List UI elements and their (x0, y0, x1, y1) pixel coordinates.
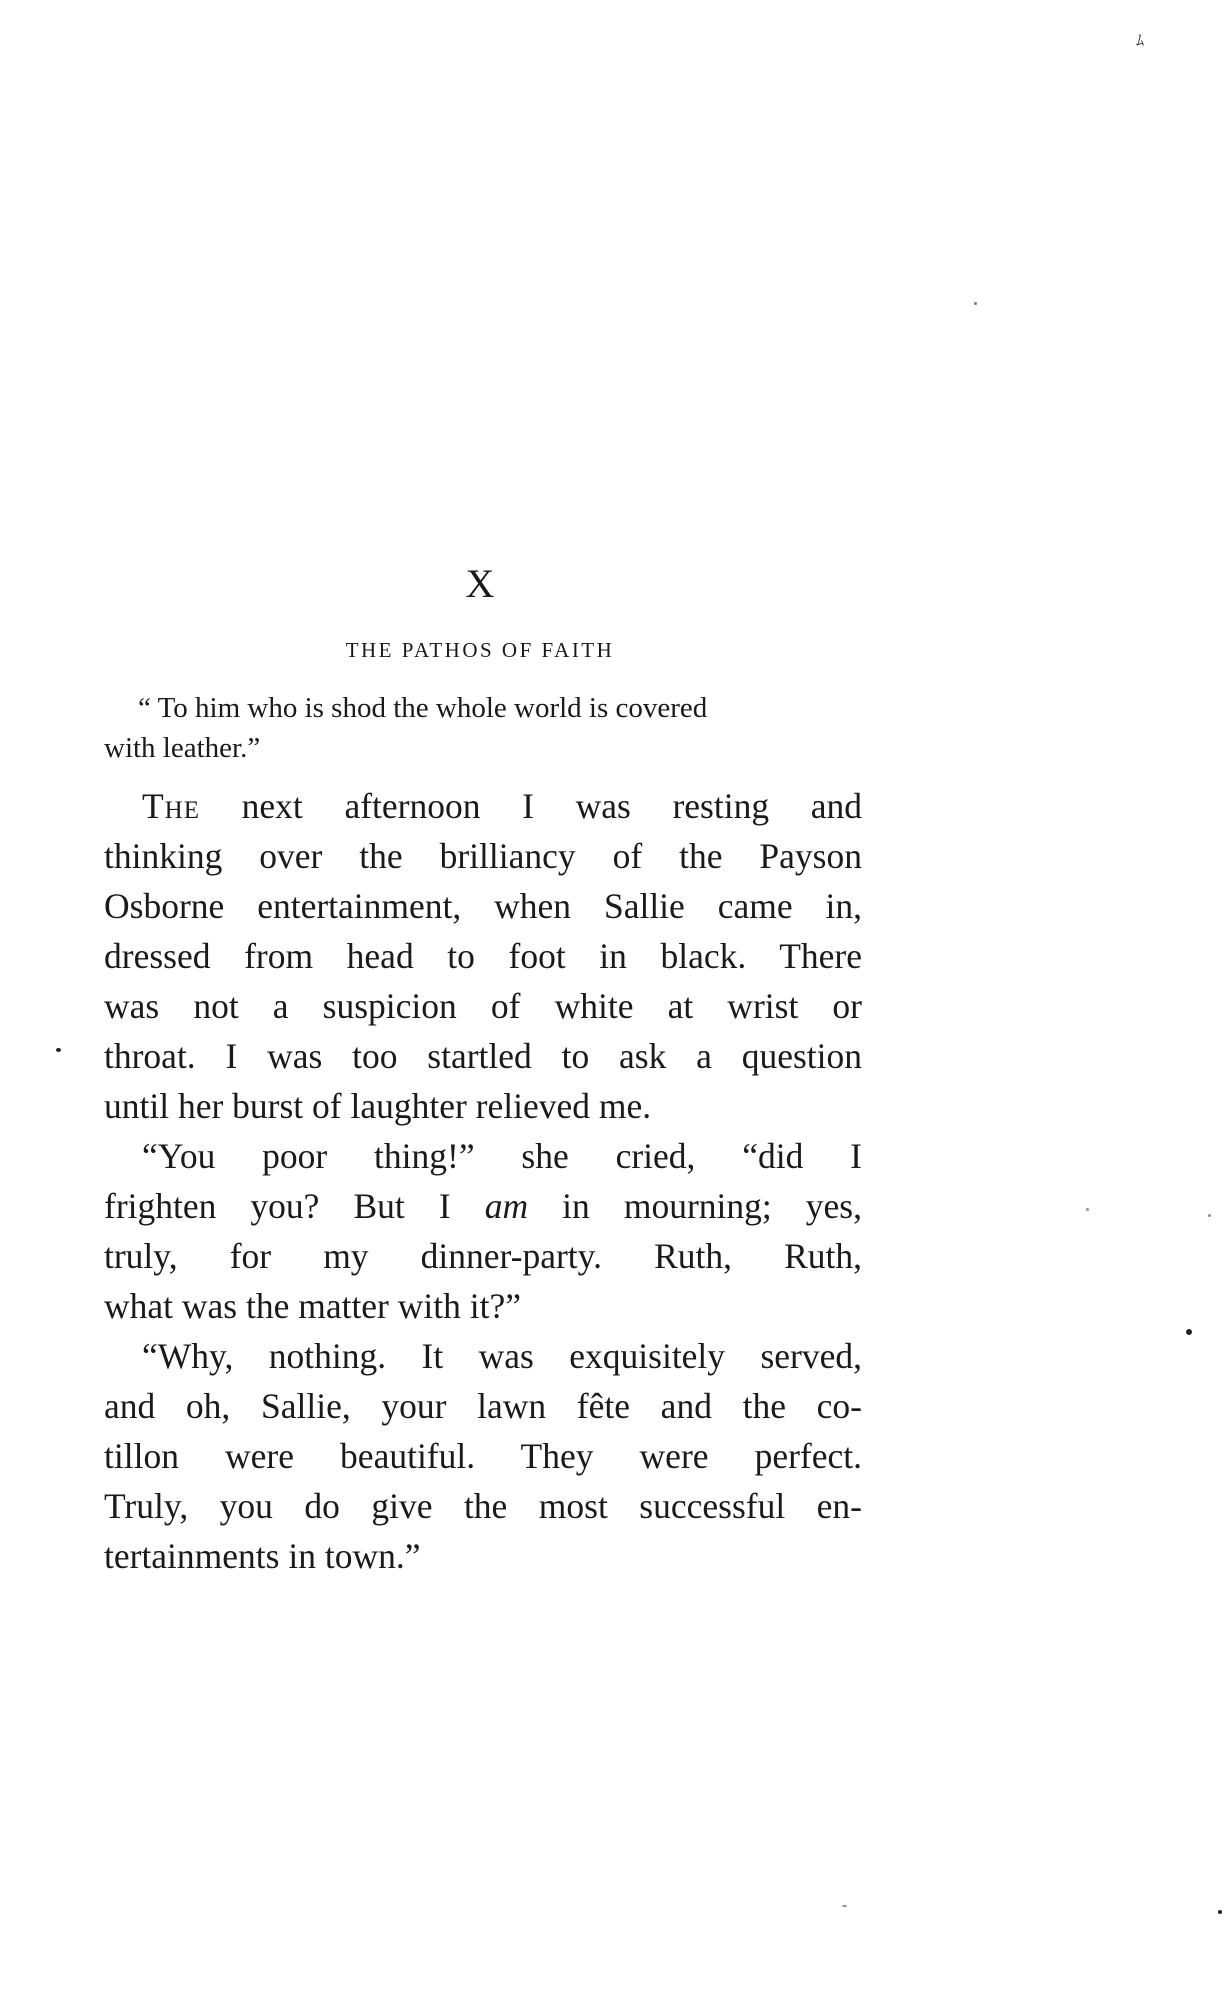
body-text (104, 781, 862, 1581)
paragraph-line: until her burst of laughter relieved me. (104, 1086, 652, 1126)
paragraph-line: truly, for my dinner-party. Ruth, Ruth, (104, 1236, 862, 1276)
scan-speck (1208, 1214, 1211, 1217)
line-text: frighten you? But I (104, 1186, 485, 1226)
paragraph-line (104, 1181, 862, 1231)
chapter-title: THE PATHOS OF FAITH (345, 638, 615, 662)
paragraph-line: Osborne entertainment, when Sallie came in, (104, 886, 862, 926)
corner-mark: ﾑ (1136, 33, 1145, 50)
paragraph-line: tillon were beautiful. They were perfect. (104, 1436, 862, 1476)
paragraph-line: and oh, Sallie, your lawn fête and the co- (104, 1386, 862, 1426)
paragraph-line: throat. I was too startled to ask a question (104, 1036, 862, 1076)
epigraph (104, 688, 864, 768)
scan-speck (1186, 1329, 1192, 1335)
epigraph-line: with leather.” (104, 732, 261, 764)
paragraph-line (104, 781, 862, 831)
paragraph-line: Truly, you do give the most successful en- (104, 1486, 862, 1526)
line-text: in mourning; yes, (528, 1186, 862, 1226)
chapter-number: X (465, 561, 495, 606)
scan-speck (1086, 1208, 1089, 1211)
scan-speck (842, 1905, 847, 1907)
paragraph-line: dressed from head to foot in black. There (104, 936, 862, 976)
scan-speck (56, 1048, 61, 1052)
paragraph-line: “You poor thing!” she cried, “did I (142, 1136, 862, 1176)
emphasis-text: am (484, 1186, 529, 1226)
paragraph-line: thinking over the brilliancy of the Payson (104, 836, 862, 876)
scan-speck (1218, 1910, 1222, 1914)
paragraph-line: was not a suspicion of white at wrist or (104, 986, 862, 1026)
scan-speck (974, 302, 977, 305)
paragraph-line: “Why, nothing. It was exquisitely served, (142, 1336, 862, 1376)
epigraph-line: “ To him who is shod the whole world is covered (138, 692, 708, 724)
drop-word: The (142, 786, 201, 826)
paragraph-line: tertainments in town.” (104, 1536, 421, 1576)
line-text: next afternoon I was resting and (200, 786, 862, 826)
paragraph-line: what was the matter with it?” (104, 1286, 521, 1326)
